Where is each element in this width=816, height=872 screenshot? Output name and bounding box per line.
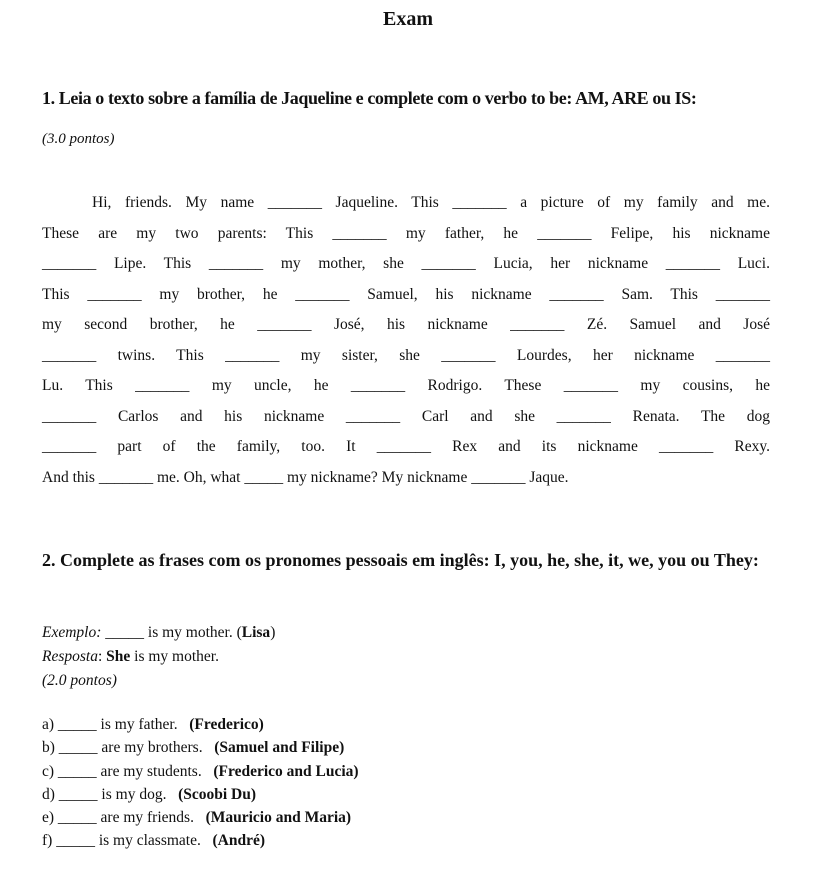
passage-line: This _______ my brother, he _______ Samuel, his nickname _______ Sam. This _______ <box>42 285 770 303</box>
item-hint: (Scoobi Du) <box>178 785 257 803</box>
passage-line: And this _______ me. Oh, what _____ my nickname? My nickname _______ Jaque. <box>42 468 569 486</box>
exercise-item <box>42 806 359 829</box>
exercise-item <box>42 736 359 759</box>
item-text: _____ are my friends. <box>57 809 194 827</box>
item-hint: (Frederico) <box>189 716 264 733</box>
question-1-heading: 1. Leia o texto sobre a família de Jaqueline e complete com o verbo to be: AM, ARE ou IS: <box>42 88 697 108</box>
item-text: _____ is my dog. <box>58 785 167 803</box>
question-2-points: (2.0 pontos) <box>42 672 117 689</box>
passage-line: Hi, friends. My name _______ Jaqueline. This _______ a picture of my family and me. <box>92 194 770 211</box>
passage-line: These are my two parents: This _______ my father, he _______ Felipe, his nickname <box>42 224 770 242</box>
example-label: Exemplo: <box>42 624 102 641</box>
item-letter: c) <box>42 762 55 780</box>
exercise-item <box>42 829 359 852</box>
answer-rest: is my mother. <box>134 648 219 665</box>
exercise-item <box>42 713 359 736</box>
item-hint: (Mauricio and Maria) <box>205 809 352 827</box>
item-letter: d) <box>42 785 55 803</box>
item-text: _____ is my father. <box>57 716 178 733</box>
passage-line: _______ part of the family, too. It _______ Rex and its nickname _______ Rexy. <box>42 438 770 455</box>
example-text: _____ is my mother. ( <box>105 624 242 641</box>
example-close: ) <box>270 624 276 641</box>
page-title: Exam <box>383 8 433 30</box>
question-2-items <box>42 713 359 853</box>
exercise-item <box>42 760 359 783</box>
answer-pronoun: She <box>106 648 131 665</box>
example-name: Lisa <box>241 624 271 641</box>
question-1-points: (3.0 pontos) <box>42 131 115 147</box>
exercise-item <box>42 783 359 806</box>
item-text: _____ are my students. <box>57 762 202 780</box>
item-letter: e) <box>42 809 55 827</box>
item-hint: (Frederico and Lucia) <box>213 762 359 780</box>
item-letter: b) <box>42 739 55 757</box>
passage-line: _______ Lipe. This _______ my mother, she _______ Lucia, her nickname _______ Luci. <box>42 255 770 272</box>
question-1-passage <box>42 190 770 495</box>
question-2-heading: 2. Complete as frases com os pronomes pessoais em inglês: I, you, he, she, it, we, you ou They: <box>42 550 759 570</box>
passage-line: Lu. This _______ my uncle, he _______ Rodrigo. These _______ my cousins, he <box>42 377 770 394</box>
answer-sep: : <box>97 648 103 665</box>
question-2-example <box>42 621 275 693</box>
item-text: _____ is my classmate. <box>56 832 201 850</box>
answer-label: Resposta <box>42 648 98 665</box>
example-line <box>42 621 275 645</box>
item-letter: f) <box>42 832 53 850</box>
passage-line: my second brother, he _______ José, his nickname _______ Zé. Samuel and José <box>42 316 770 333</box>
item-letter: a) <box>42 716 55 733</box>
item-hint: (André) <box>212 832 266 850</box>
passage-line: _______ Carlos and his nickname _______ Carl and she _______ Renata. The dog <box>42 407 770 425</box>
answer-line <box>42 645 275 669</box>
passage-line: _______ twins. This _______ my sister, she _______ Lourdes, her nickname _______ <box>42 346 770 364</box>
item-hint: (Samuel and Filipe) <box>214 739 345 757</box>
item-text: _____ are my brothers. <box>58 739 203 757</box>
